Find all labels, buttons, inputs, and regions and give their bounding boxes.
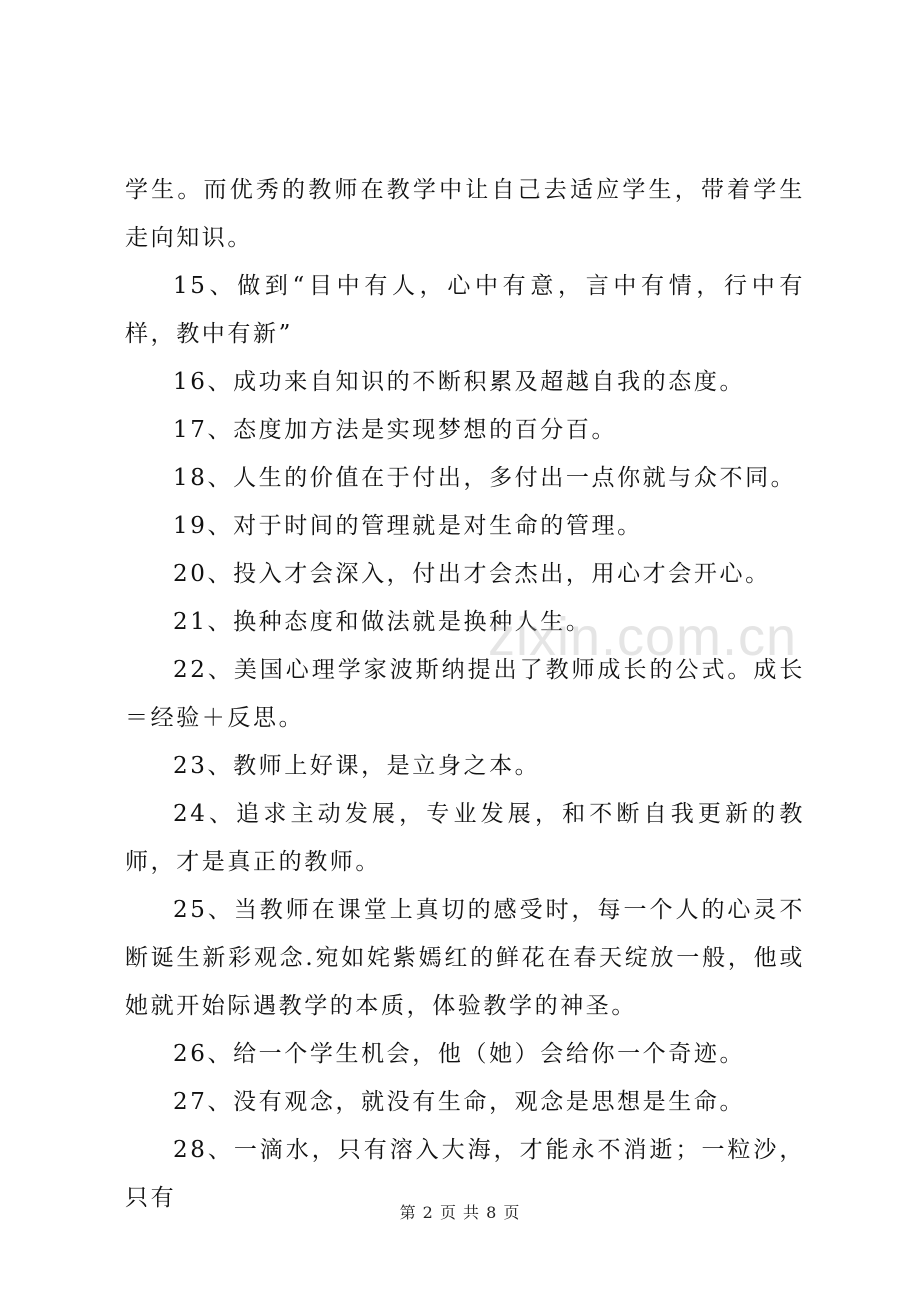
paragraph: 26、给一个学生机会，他（她）会给你一个奇迹。 xyxy=(173,1041,746,1067)
paragraph: 24、追求主动发展，专业发展，和不断自我更新的教师，才是真正的教师。 xyxy=(125,801,805,875)
paragraph: 21、换种态度和做法就是换种人生。 xyxy=(173,609,592,635)
paragraph: 16、成功来自知识的不断积累及超越自我的态度。 xyxy=(173,369,746,395)
paragraph: 18、人生的价值在于付出，多付出一点你就与众不同。 xyxy=(173,465,797,491)
paragraph: 28、一滴水，只有溶入大海，才能永不消逝；一粒沙，只有 xyxy=(125,1137,805,1211)
paragraph: 20、投入才会深入，付出才会杰出，用心才会开心。 xyxy=(173,561,771,587)
paragraph: 15、做到“目中有人，心中有意，言中有情，行中有样，教中有新” xyxy=(125,273,805,347)
paragraph: 19、对于时间的管理就是对生命的管理。 xyxy=(173,513,643,539)
paragraph: 23、教师上好课，是立身之本。 xyxy=(173,753,541,779)
paragraph: 27、没有观念，就没有生命，观念是思想是生命。 xyxy=(173,1089,746,1115)
paragraph: 学生。而优秀的教师在教学中让自己去适应学生，带着学生走向知识。 xyxy=(125,177,805,251)
watermark: zixin.com.cn xyxy=(488,607,798,667)
page-footer: 第 2 页 共 8 页 xyxy=(399,1203,521,1222)
document-body xyxy=(125,166,805,1222)
paragraph: 22、美国心理学家波斯纳提出了教师成长的公式。成长＝经验＋反思。 xyxy=(125,657,805,731)
paragraph: 25、当教师在课堂上真切的感受时，每一个人的心灵不断诞生新彩观念.宛如姹紫嫣红的鲜花在春天绽放一般，他或她就开始际遇教学的本质，体验教学的神圣。 xyxy=(125,897,805,1019)
paragraph: 17、态度加方法是实现梦想的百分百。 xyxy=(173,417,618,443)
